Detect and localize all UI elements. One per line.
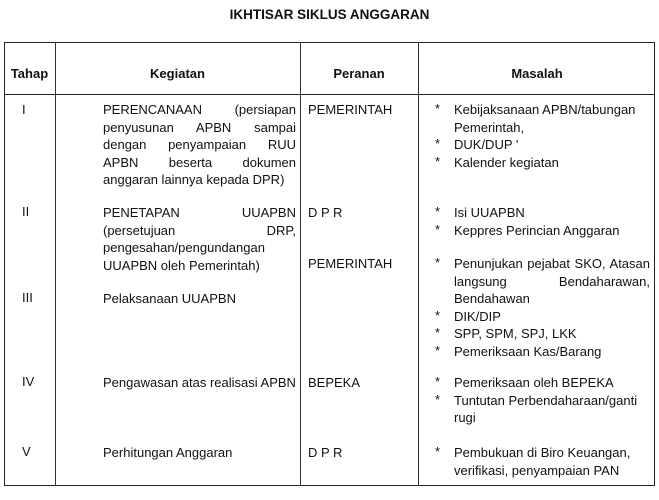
header-tahap: Tahap — [10, 66, 49, 81]
bullet-icon: * — [435, 101, 441, 116]
masalah-item — [435, 204, 650, 222]
header-peranan: Peranan — [333, 66, 385, 81]
kegiatan-cell: PENETAPAN UUAPBN (persetujuan DRP, pengesahan/pengundangan UUAPBN oleh Pemerintah) — [103, 205, 296, 273]
masalah-cell — [435, 374, 650, 427]
tahap-cell: I — [22, 102, 26, 117]
bullet-icon: * — [435, 204, 441, 219]
masalah-item — [435, 343, 650, 361]
masalah-text: DIK/DIP — [454, 308, 501, 324]
tahap-cell: II — [22, 204, 30, 219]
masalah-text: Pemeriksaan oleh BEPEKA — [454, 375, 614, 390]
header-divider — [4, 94, 655, 95]
kegiatan-cell: PERENCANAAN (persiapan penyusunan APBN sampai dengan penyampaian RUU APBN beserta dokumen anggaran lainnya kepada DPR) — [103, 102, 296, 187]
masalah-text: Kalender kegiatan — [454, 154, 559, 170]
kegiatan-cell: Pelaksanaan UUAPBN — [103, 291, 236, 306]
kegiatan-cell: Perhitungan Anggaran — [103, 445, 233, 460]
tahap-cell: III — [22, 290, 33, 305]
document-title: IKHTISAR SIKLUS ANGGARAN — [229, 7, 430, 22]
bullet-icon: * — [435, 136, 441, 151]
masalah-item — [435, 325, 650, 343]
masalah-text: Tuntutan Perbendaharaan/ganti rugi — [454, 392, 638, 425]
masalah-item — [435, 255, 650, 308]
tahap-cell: IV — [22, 374, 35, 389]
peranan-cell: PEMERINTAH — [308, 256, 393, 271]
masalah-text: Isi UUAPBN — [454, 205, 525, 220]
bullet-icon: * — [435, 325, 441, 340]
masalah-cell — [435, 444, 650, 479]
tahap-cell: V — [22, 444, 31, 459]
masalah-text: Penunjukan pejabat SKO, Atasan langsung Bendaharawan, Bendahawan — [454, 256, 650, 306]
masalah-text: SPP, SPM, SPJ, LKK — [454, 326, 577, 341]
masalah-text: Kebijaksanaan APBN/tabungan Pemerintah, — [454, 102, 636, 135]
masalah-item — [435, 136, 650, 154]
kegiatan-cell: Pengawasan atas realisasi APBN — [103, 375, 296, 390]
masalah-item — [435, 444, 650, 479]
masalah-item — [435, 308, 650, 326]
masalah-text: Keppres Perincian Anggaran — [454, 222, 620, 238]
bullet-icon: * — [435, 153, 441, 169]
masalah-item — [435, 222, 650, 240]
column-divider — [55, 42, 56, 486]
peranan-cell: BEPEKA — [308, 375, 361, 390]
bullet-icon: * — [435, 221, 441, 237]
peranan-cell: PEMERINTAH — [308, 102, 393, 117]
masalah-item — [435, 392, 650, 427]
masalah-item — [435, 101, 650, 136]
bullet-icon: * — [435, 255, 441, 270]
masalah-item — [435, 374, 650, 392]
peranan-cell: D P R — [308, 205, 343, 220]
masalah-text: Pembukuan di Biro Keuangan, verifikasi, penyampaian PAN — [454, 445, 631, 478]
bullet-icon: * — [435, 391, 441, 407]
bullet-icon: * — [435, 444, 441, 459]
column-divider — [300, 42, 301, 486]
masalah-cell — [435, 255, 650, 360]
masalah-cell — [435, 101, 650, 171]
masalah-text: Pemeriksaan Kas/Barang — [454, 343, 602, 359]
peranan-cell: D P R — [308, 445, 343, 460]
bullet-icon: * — [435, 307, 441, 323]
masalah-cell — [435, 204, 650, 239]
header-kegiatan: Kegiatan — [150, 66, 205, 81]
bullet-icon: * — [435, 342, 441, 358]
header-masalah: Masalah — [511, 66, 563, 81]
masalah-item — [435, 154, 650, 172]
column-divider — [418, 42, 419, 486]
bullet-icon: * — [435, 374, 441, 389]
masalah-text: DUK/DUP ' — [454, 137, 519, 152]
